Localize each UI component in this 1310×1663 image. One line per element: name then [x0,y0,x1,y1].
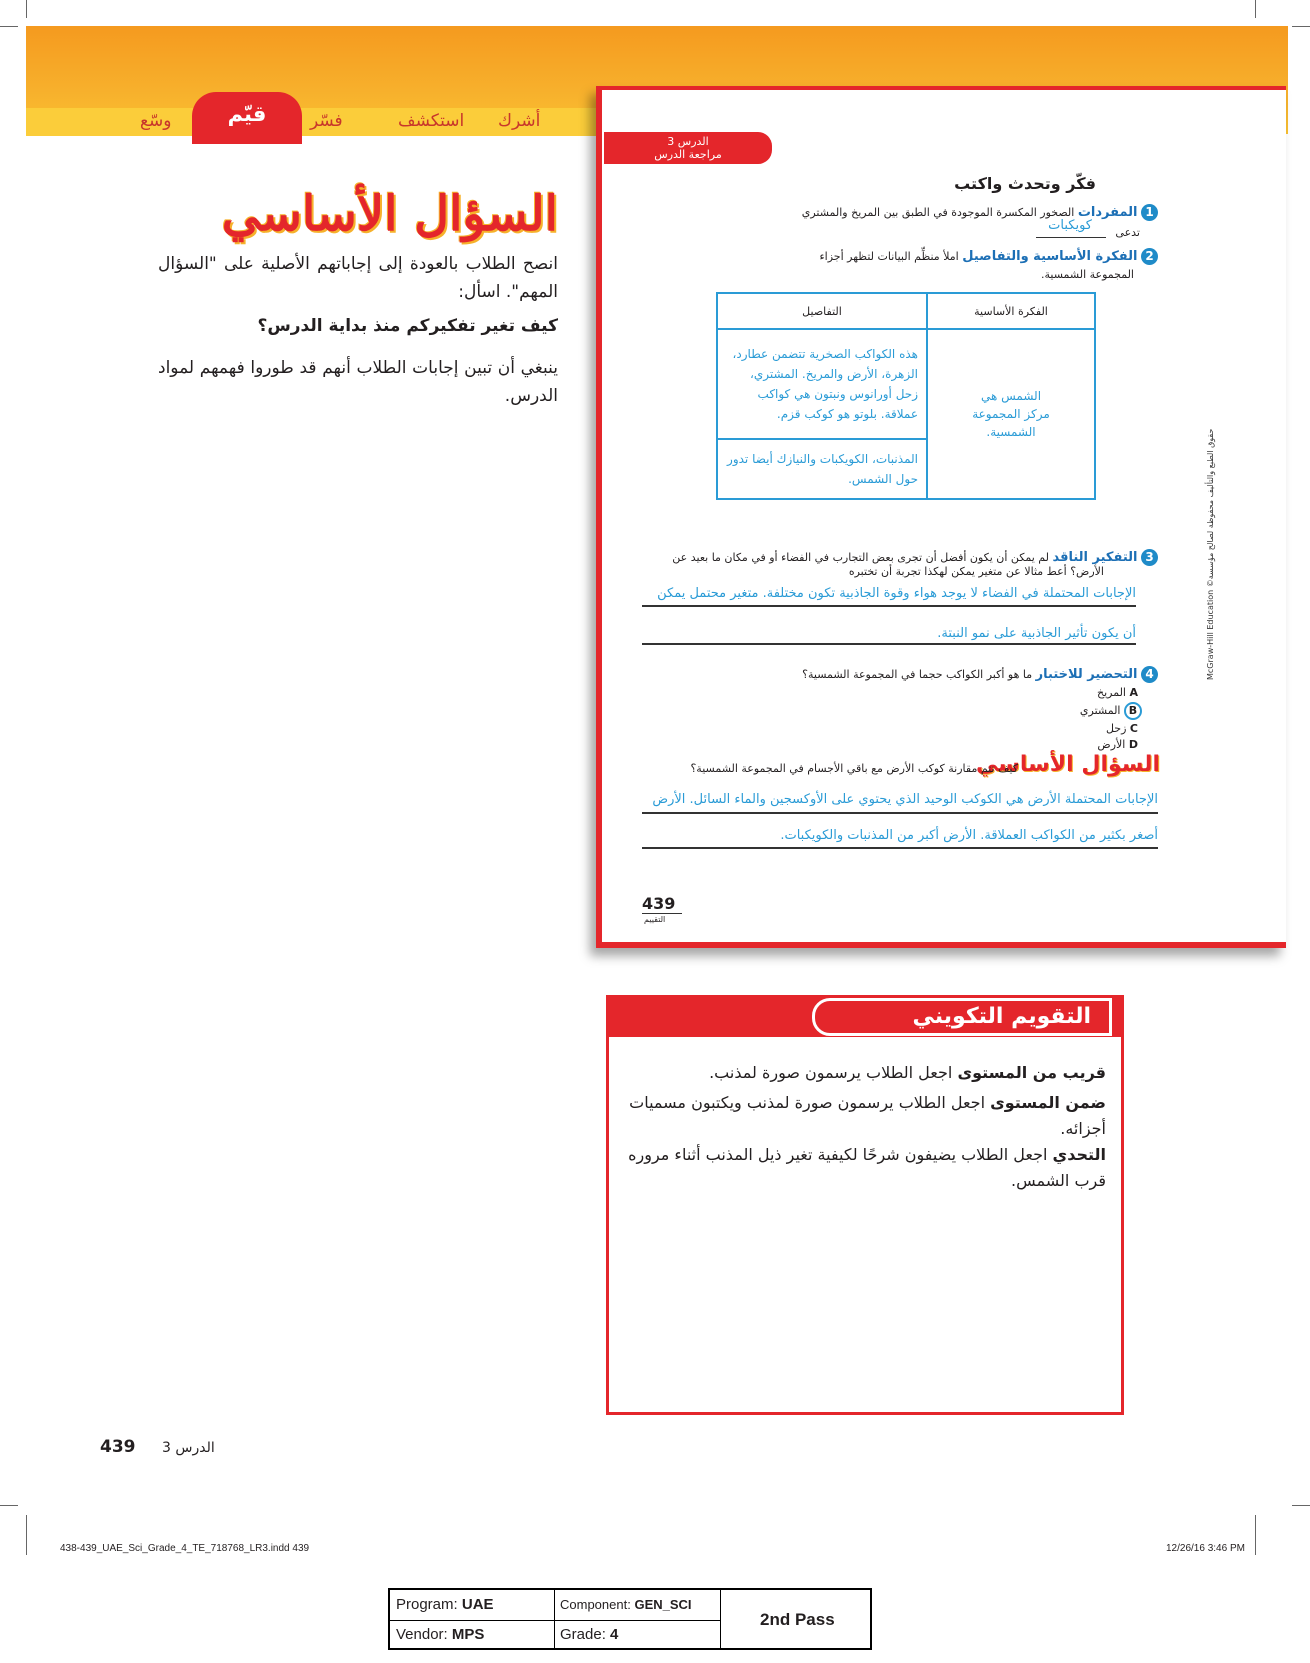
essential-question-title: السؤال الأساسي [221,186,558,242]
formative-beyond-level [616,1142,1106,1194]
question-2 [758,248,1158,265]
detail-cell-2: المذنبات، الكويكبات والنيازك أيضا تدور حول الشمس. [717,439,927,499]
lesson-tab-title: مراجعة الدرس [654,148,722,161]
component-value: GEN_SCI [634,1597,692,1612]
answer-line [642,812,1158,814]
formative-item-label: التحدي [1052,1145,1106,1164]
crop-mark [0,26,18,27]
program-label: Program: [396,1596,458,1613]
student-page-label: التقييم [644,915,666,924]
answer-line [1036,237,1106,238]
component-cell [560,1597,692,1612]
question-text: املأ منظِّم البيانات لتظهر أجزاء [819,250,959,263]
nav-item-engage[interactable]: أشرك [498,111,541,131]
question-number-badge: 3 [1141,549,1158,566]
nav-item-evaluate-label: قيّم [227,102,267,126]
question-3-continuation: الأرض؟ أعط مثالا عن متغير يمكن لهكذا تجربة أن تختبره [848,565,1104,578]
indd-timestamp: 12/26/16 3:46 PM [1166,1543,1245,1554]
nav-item-explore[interactable]: استكشف [398,111,465,131]
question-label: التحضير للاختبار [1035,667,1138,682]
question-3 [618,549,1158,566]
formative-on-level [616,1090,1106,1142]
option-c[interactable] [1106,722,1138,735]
option-letter-circled: B [1124,702,1142,720]
col-details: التفاصيل [717,293,927,329]
grade-cell [560,1626,618,1643]
copyright-vertical: McGraw-Hill Education ©حقوق الطبع والتأليف محفوظة لصالح مؤسسة [1206,428,1215,680]
answer-line [642,847,1158,849]
grade-value: 4 [610,1626,619,1643]
question-number-badge: 1 [1141,204,1158,221]
question-3-answer-line2: أن يكون تأثير الجاذبية على نمو النبتة. [937,626,1136,641]
essential-prompt-question: كيف تغير تفكيركم منذ بداية الدرس؟ [257,316,558,336]
nav-item-extend[interactable]: وسّع [140,111,172,131]
formative-title: التقويم التكويني [812,998,1112,1036]
crop-mark [1255,0,1256,18]
question-1 [758,204,1158,221]
vendor-value: MPS [451,1626,485,1643]
program-cell [396,1596,494,1613]
indd-filename: 438-439_UAE_Sci_Grade_4_TE_718768_LR3.indd 439 [60,1543,310,1554]
question-number-badge: 4 [1141,666,1158,683]
program-value: UAE [461,1596,494,1613]
option-text: الأرض [1097,738,1126,751]
vendor-label: Vendor: [396,1626,448,1643]
question-1-continuation: تدعى [1115,226,1140,239]
question-1-answer: كويكبات [1048,218,1092,233]
production-info-box [388,1588,872,1650]
option-text: المريخ [1096,686,1126,699]
lesson-tab-number: الدرس 3 [667,135,709,148]
question-text: لم يمكن أن يكون أفضل أن تجرى بعض التجارب في الفضاء أو في مكان ما بعيد عن [672,551,1049,564]
student-page-number: 439 [642,894,676,913]
option-a[interactable] [1097,686,1138,699]
crop-mark [1292,26,1310,27]
teacher-page-number: 439 [100,1437,136,1457]
question-text: الصخور المكسرة الموجودة في الطبق بين المريخ والمشتري [801,206,1075,219]
essential-instruction: انصح الطلاب بالعودة إلى إجاباتهم الأصلية على "السؤال المهم". اسأل: [158,254,558,302]
review-heading: فكّر وتحدث واكتب [954,174,1096,193]
component-label: Component: [560,1597,631,1612]
crop-mark [1292,1505,1310,1506]
question-number-badge: 2 [1141,248,1158,265]
question-2-continuation: المجموعة الشمسية. [1041,268,1134,281]
grade-label: Grade: [560,1626,606,1643]
nav-item-explain[interactable]: فسّر [310,111,343,131]
essential-answer-line1: الإجابات المحتملة الأرض هي الكوكب الوحيد الذي يحتوي على الأوكسجين والماء السائل. الأرض [652,792,1158,807]
formative-item-label: ضمن المستوى [990,1093,1106,1112]
main-idea-details-organizer [716,292,1096,500]
essential-answer-line2: أصغر بكثير من الكواكب العملاقة. الأرض أكبر من المذنبات والكويكبات. [780,828,1158,843]
question-3-answer-line1: الإجابات المحتملة في الفضاء لا يوجد هواء وقوة الجاذبية تكون مختلفة. متغير محتمل يمكن [657,586,1136,601]
question-4 [758,666,1158,683]
teacher-lesson-label: الدرس 3 [162,1440,215,1456]
nav-item-evaluate[interactable] [192,92,302,144]
option-text: زحل [1105,722,1127,735]
vendor-cell [396,1626,484,1643]
formative-item-text: اجعل الطلاب يرسمون صورة لمذنب ويكتبون مسميات أجزائه. [629,1093,1106,1138]
detail-cell-1: هذه الكواكب الصخرية تتضمن عطارد، الزهرة، الأرض والمريخ. المشتري، زحل أورانوس ونبتون هي كواكب عملاقة. بلوتو هو كوكب قزم. [717,329,927,439]
crop-mark [26,0,27,18]
option-d[interactable] [1097,738,1138,751]
pass-status: 2nd Pass [760,1610,835,1629]
col-main-idea: الفكرة الأساسية [927,293,1095,329]
answer-line [642,643,1136,645]
option-letter: C [1129,722,1138,735]
option-b-selected[interactable] [1080,702,1142,720]
essential-question-text: كيف تتم مقارنة كوكب الأرض مع باقي الأجسام في المجموعة الشمسية؟ [690,762,1018,775]
option-text: المشتري [1079,704,1121,717]
question-text: ما هو أكبر الكواكب حجما في المجموعة الشمسية؟ [802,668,1033,681]
crop-mark [0,1505,18,1506]
question-label: الفكرة الأساسية والتفاصيل [962,249,1138,264]
formative-item-label: قريب من المستوى [957,1063,1106,1082]
main-idea-cell: الشمس هي مركز المجموعة الشمسية. [927,329,1095,499]
question-label: التفكير الناقد [1052,550,1138,565]
formative-assessment-box [606,995,1124,1415]
crop-mark [1255,1515,1256,1555]
essential-question-small-title: السؤال الأساسي [976,752,1160,777]
question-label: المفردات [1077,205,1138,220]
formative-item-text: اجعل الطلاب يرسمون صورة لمذنب. [709,1063,953,1082]
crop-mark [26,1515,27,1555]
lesson-review-tab [604,132,772,164]
formative-item-text: اجعل الطلاب يضيفون شرحًا لكيفية تغير ذيل المذنب أثناء مروره قرب الشمس. [628,1145,1106,1190]
answer-line [642,605,1136,607]
option-letter: A [1129,686,1138,699]
essential-expected-answer: ينبغي أن تبين إجابات الطلاب أنهم قد طوروا فهمهم لمواد الدرس. [158,358,558,406]
formative-approaching [616,1060,1106,1086]
option-letter: D [1128,738,1138,751]
page-number-rule [642,913,682,914]
